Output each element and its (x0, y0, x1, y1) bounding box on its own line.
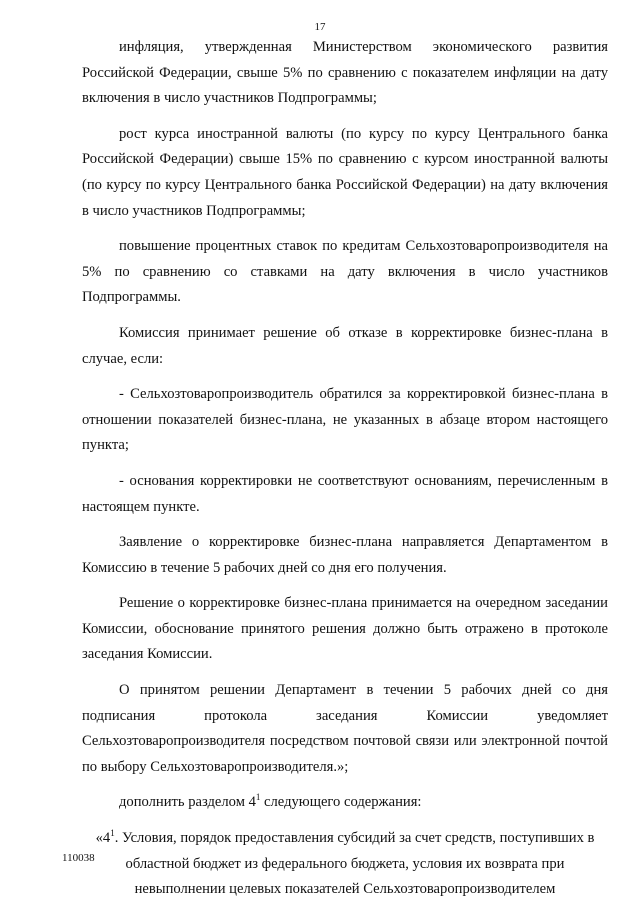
paragraph-commission-refusal: Комиссия принимает решение об отказе в корректировке бизнес-плана в случае, если: (82, 324, 608, 367)
paragraph-inflation: инфляция, утвержденная Министерством экономического развития Российской Федерации, свыше 5% по сравнению с показателем инфляции на дату включения в число участников Подпрограммы; (82, 39, 608, 107)
add-section-suffix: следующего содержания: (260, 794, 422, 811)
paragraph-decision-meeting: Решение о корректировке бизнес-плана принимается на очередном заседании Комиссии, обоснование принятого решения должно быть отражено в протоколе заседания Комиссии. (82, 595, 608, 663)
paragraph-interest-rates: повышение процентных ставок по кредитам Сельхозтоваропроизводителя на 5% по сравнению со ставками на дату включения в число участников Подпрограммы. (82, 238, 608, 306)
section-heading (82, 826, 608, 903)
section-heading-superscript: 1 (110, 828, 115, 839)
add-section-prefix: дополнить разделом 4 (119, 794, 256, 811)
paragraph-application-forwarding: Заявление о корректировке бизнес-плана направляется Департаментом в Комиссию в течение 5 рабочих дней со дня его получения. (82, 534, 608, 576)
section-heading-text: . Условия, порядок предоставления субсидий за счет средств, поступивших в областной бюджет из федерального бюджета, условия их возврата при невыполнении целевых показателей Сельхозтоваропроизводителем (114, 830, 595, 898)
footer-document-code: 110038 (62, 852, 95, 864)
paragraph-notification: О принятом решении Департамент в течении 5 рабочих дней со дня подписания протокола заседания Комиссии уведомляет Сельхозтоваропроизводителя посредством почтовой связи или электронной почтой по выбору Сельхозтоваропроизводителя.»; (82, 682, 608, 775)
list-item-producer-request: - Сельхозтоваропроизводитель обратился за корректировкой бизнес-плана в отношении показателей бизнес-плана, не указанных в абзаце втором настоящего пункта; (82, 386, 608, 454)
page-number: 17 (314, 21, 326, 33)
section-heading-number: «4 (95, 830, 111, 847)
add-section-superscript: 1 (255, 792, 261, 803)
document-body (82, 35, 608, 903)
paragraph-add-section (82, 790, 608, 816)
list-item-grounds-mismatch: - основания корректировки не соответствуют основаниям, перечисленным в настоящем пункте. (82, 472, 608, 515)
paragraph-currency-rate: рост курса иностранной валюты (по курсу по курсу Центрального банка Российской Федерации) свыше 15% по сравнению с курсом иностранной валюты (по курсу по курсу Центрального банка Российской Федерации) на дату включения в число участников Подпрограммы; (82, 125, 608, 219)
